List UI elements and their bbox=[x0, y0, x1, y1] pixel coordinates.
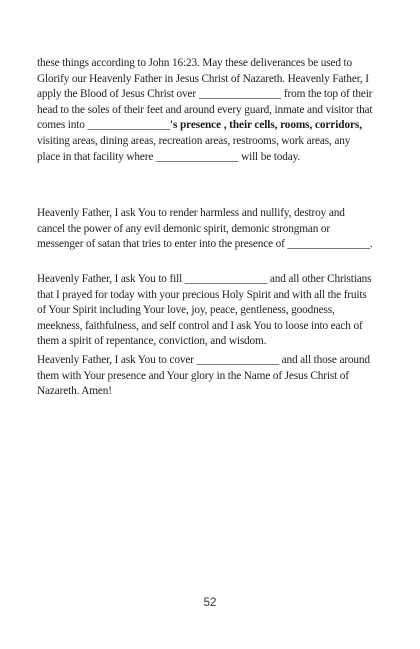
paragraph-3-text: Heavenly Father, I ask You to fill _______________ and all other Christians that I prayed for today with your precious Holy Spirit and with all the fruits of Your Spirit including Your love, joy, peace, gentleness, goodness, meekness, faithfulness, and self control and I ask You to loose into each of them a spirit of repentance, conviction, and wisdom. bbox=[37, 273, 372, 348]
paragraph-1 bbox=[37, 56, 375, 165]
paragraph-2 bbox=[37, 206, 375, 253]
paragraph-1-text-b: visiting areas, dining areas, recreation areas, restrooms, work areas, any place in that facility where _______________ will be today. bbox=[37, 134, 351, 163]
paragraph-2-text: Heavenly Father, I ask You to render harmless and nullify, destroy and cancel the power of any evil demonic spirit, demonic strongman or messenger of satan that tries to enter into the presence of _______________. bbox=[37, 207, 373, 251]
paragraph-3 bbox=[37, 272, 375, 350]
paragraph-1-bold-text: 's presence , their cells, rooms, corridors, bbox=[169, 119, 362, 132]
paragraph-4 bbox=[37, 353, 375, 400]
paragraph-4-text: Heavenly Father, I ask You to cover _______________ and all those around them with Your presence and Your glory in the Name of Jesus Christ of Nazareth. Amen! bbox=[37, 354, 370, 398]
paragraph-1-text-a: these things according to John 16:23. May these deliverances be used to Glorify our Heavenly Father in Jesus Christ of Nazareth. Heavenly Father, I apply the Blood of Jesus Christ over _______________ from the top of their head to the soles of their feet and around every guard, inmate and visitor that comes into _______________ bbox=[37, 57, 373, 132]
page-number: 52 bbox=[203, 597, 217, 609]
